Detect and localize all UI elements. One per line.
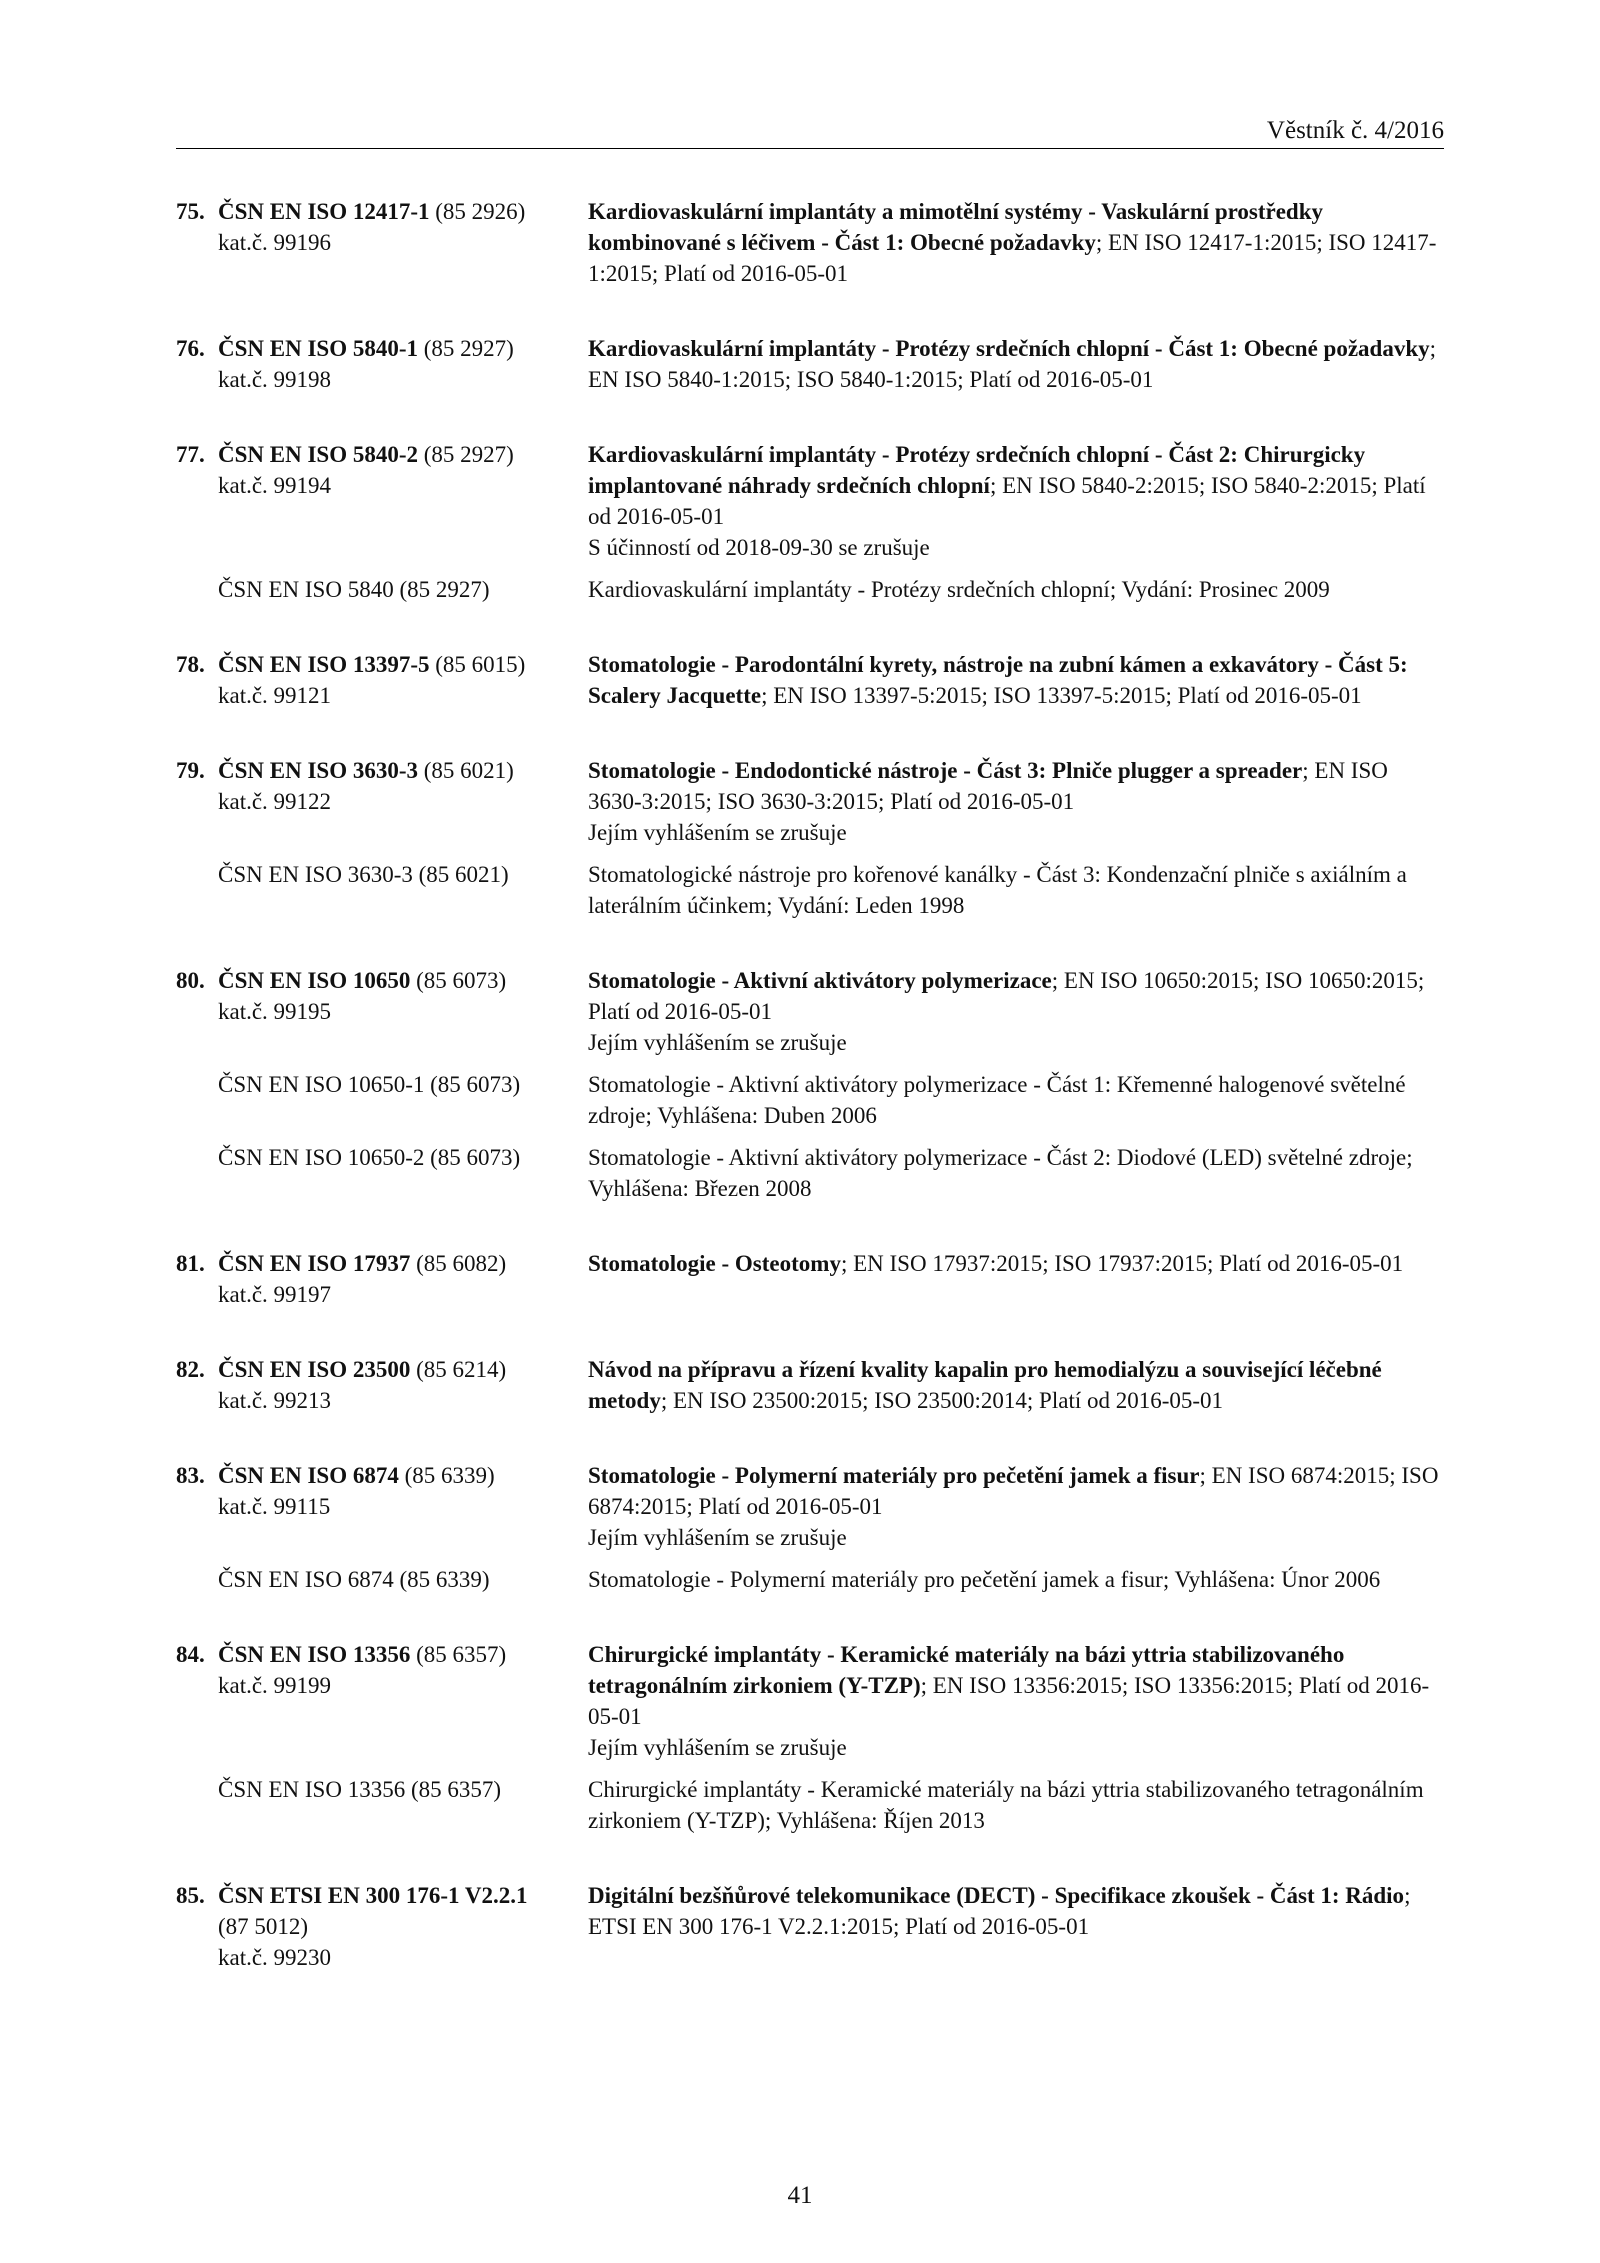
standard-title: Stomatologie - Parodontální kyrety, nástroje na zubní kámen a exkavátory - Část 5: Scalery Jacquette: [588, 652, 1408, 708]
replaced-standard: [176, 1774, 1446, 1836]
standard-details: ; EN ISO 12417-1:2015; ISO 12417-1:2015; Platí od 2016-05-01: [588, 230, 1437, 286]
entry-main-row: [176, 965, 1446, 1058]
entry-identifier: [176, 1460, 588, 1553]
entry-description: [588, 1880, 1446, 1973]
catalog-number: kat.č. 99230: [218, 1945, 332, 1970]
entry-identifier: [176, 333, 588, 395]
standard-title: Stomatologie - Aktivní aktivátory polymerizace: [588, 968, 1052, 993]
entry-identifier: [176, 1248, 588, 1310]
replaced-code-cell: [176, 859, 588, 921]
standard-code: ČSN EN ISO 10650: [218, 968, 411, 993]
replaced-code: ČSN EN ISO 3630-3 (85 6021): [218, 862, 509, 887]
standard-details: ; EN ISO 13356:2015; ISO 13356:2015; Platí od 2016-05-01: [588, 1673, 1430, 1729]
standard-code: ČSN EN ISO 23500: [218, 1357, 411, 1382]
replaced-code-cell: [176, 1069, 588, 1131]
replaced-description: Stomatologické nástroje pro kořenové kanálky - Část 3: Kondenzační plniče s axiálním a laterálním účinkem; Vydání: Leden 1998: [588, 862, 1407, 918]
entry-main-row: [176, 649, 1446, 711]
standard-code: ČSN EN ISO 13356: [218, 1642, 411, 1667]
entry-description: [588, 755, 1446, 848]
standard-code: ČSN EN ISO 5840-2: [218, 442, 419, 467]
standard-entry: [176, 755, 1446, 921]
entry-number: 84.: [176, 1642, 205, 1667]
standard-entry: [176, 196, 1446, 289]
standard-entry: [176, 1880, 1446, 1973]
replaced-standard: [176, 859, 1446, 921]
identifier-line: [176, 439, 588, 470]
standard-code: ČSN EN ISO 3630-3: [218, 758, 419, 783]
entry-main-row: [176, 1639, 1446, 1763]
identifier-line: [176, 965, 588, 996]
standard-entry: [176, 1639, 1446, 1836]
entry-identifier: [176, 1880, 588, 1973]
identifier-line: [176, 196, 588, 227]
catalog-number: kat.č. 99121: [218, 683, 332, 708]
entry-description: [588, 196, 1446, 289]
standard-entry: [176, 333, 1446, 395]
class-code: (85 6021): [423, 758, 514, 783]
replaced-standard: [176, 1142, 1446, 1204]
entry-identifier: [176, 1354, 588, 1416]
standard-title: Digitální bezšňůrové telekomunikace (DECT) - Specifikace zkoušek - Část 1: Rádio: [588, 1883, 1405, 1908]
identifier-line: [176, 1639, 588, 1670]
identifier-line: [176, 1880, 588, 1911]
standard-title: Stomatologie - Osteotomy: [588, 1251, 841, 1276]
withdrawal-note: Jejím vyhlášením se zrušuje: [588, 820, 847, 845]
entry-identifier: [176, 755, 588, 848]
class-code: (87 5012): [218, 1914, 309, 1939]
entry-identifier: [176, 196, 588, 289]
standard-entry: [176, 965, 1446, 1204]
replaced-code-cell: [176, 1142, 588, 1204]
class-code: (85 2927): [423, 336, 514, 361]
replaced-code: ČSN EN ISO 13356 (85 6357): [218, 1777, 502, 1802]
withdrawal-note: S účinností od 2018-09-30 se zrušuje: [588, 535, 930, 560]
entry-description: [588, 1248, 1446, 1310]
standard-title: Stomatologie - Polymerní materiály pro pečetění jamek a fisur: [588, 1463, 1200, 1488]
replaced-code: ČSN EN ISO 10650-1 (85 6073): [218, 1072, 521, 1097]
entry-main-row: [176, 439, 1446, 563]
standard-code: ČSN EN ISO 17937: [218, 1251, 411, 1276]
class-code: (85 6015): [435, 652, 526, 677]
standard-details: ; EN ISO 5840-2:2015; ISO 5840-2:2015; Platí od 2016-05-01: [588, 473, 1426, 529]
class-code: (85 2927): [423, 442, 514, 467]
standard-code: ČSN EN ISO 13397-5: [218, 652, 430, 677]
standard-entry: [176, 1354, 1446, 1416]
replaced-standard: [176, 1564, 1446, 1595]
entry-main-row: [176, 1460, 1446, 1553]
standard-details: ; EN ISO 17937:2015; ISO 17937:2015; Platí od 2016-05-01: [840, 1251, 1404, 1276]
entry-number: 78.: [176, 652, 205, 677]
standard-title: Kardiovaskulární implantáty a mimotělní systémy - Vaskulární prostředky kombinované s léčivem - Část 1: Obecné požadavky: [588, 199, 1324, 255]
replaced-standard: [176, 574, 1446, 605]
standard-code: ČSN ETSI EN 300 176-1 V2.2.1: [218, 1883, 528, 1908]
catalog-number: kat.č. 99198: [218, 367, 332, 392]
standard-details: ; EN ISO 10650:2015; ISO 10650:2015; Platí od 2016-05-01: [588, 968, 1425, 1024]
class-code: (85 6357): [416, 1642, 507, 1667]
identifier-line: [176, 1248, 588, 1279]
identifier-line: [176, 755, 588, 786]
page-header: [176, 112, 1444, 149]
standard-entry: [176, 649, 1446, 711]
identifier-line: [176, 1460, 588, 1491]
entry-number: 83.: [176, 1463, 205, 1488]
entry-main-row: [176, 1880, 1446, 1973]
standard-title: Návod na přípravu a řízení kvality kapalin pro hemodialýzu a související léčebné metody: [588, 1357, 1382, 1413]
entry-number: 76.: [176, 336, 205, 361]
standard-title: Kardiovaskulární implantáty - Protézy srdečních chlopní - Část 2: Chirurgicky implantované náhrady srdečních chlopní: [588, 442, 1366, 498]
catalog-number: kat.č. 99196: [218, 230, 332, 255]
catalog-number: kat.č. 99122: [218, 789, 332, 814]
class-code: (85 2926): [435, 199, 526, 224]
standard-details: ; EN ISO 23500:2015; ISO 23500:2014; Platí od 2016-05-01: [660, 1388, 1224, 1413]
standard-title: Kardiovaskulární implantáty - Protézy srdečních chlopní - Část 1: Obecné požadavky: [588, 336, 1430, 361]
replaced-code-cell: [176, 1774, 588, 1836]
identifier-line: [176, 649, 588, 680]
entry-description: [588, 649, 1446, 711]
entry-description: [588, 439, 1446, 563]
entry-description: [588, 333, 1446, 395]
class-code: (85 6214): [416, 1357, 507, 1382]
standard-entry: [176, 1248, 1446, 1310]
entry-number: 77.: [176, 442, 205, 467]
identifier-line: [176, 333, 588, 364]
standard-code: ČSN EN ISO 12417-1: [218, 199, 430, 224]
standard-title: Chirurgické implantáty - Keramické materiály na bázi yttria stabilizovaného tetragonálním zirkoniem (Y-TZP): [588, 1642, 1345, 1698]
entry-main-row: [176, 1248, 1446, 1310]
replaced-code: ČSN EN ISO 6874 (85 6339): [218, 1567, 490, 1592]
class-code: (85 6339): [404, 1463, 495, 1488]
catalog-number: kat.č. 99115: [218, 1494, 331, 1519]
entry-number: 85.: [176, 1883, 205, 1908]
entry-main-row: [176, 333, 1446, 395]
standard-title: Stomatologie - Endodontické nástroje - Část 3: Plniče plugger a spreader: [588, 758, 1303, 783]
withdrawal-note: Jejím vyhlášením se zrušuje: [588, 1030, 847, 1055]
catalog-number: kat.č. 99197: [218, 1282, 332, 1307]
catalog-number: kat.č. 99195: [218, 999, 332, 1024]
entry-main-row: [176, 755, 1446, 848]
entry-number: 80.: [176, 968, 205, 993]
entry-description: [588, 965, 1446, 1058]
page-number: 41: [787, 2182, 813, 2209]
entry-identifier: [176, 1639, 588, 1763]
standard-entry: [176, 439, 1446, 605]
entry-number: 82.: [176, 1357, 205, 1382]
replaced-code-cell: [176, 1564, 588, 1595]
standard-details: ; EN ISO 3630-3:2015; ISO 3630-3:2015; Platí od 2016-05-01: [588, 758, 1388, 814]
catalog-number: kat.č. 99194: [218, 473, 332, 498]
entry-description: [588, 1354, 1446, 1416]
entry-description: [588, 1460, 1446, 1553]
replaced-code: ČSN EN ISO 5840 (85 2927): [218, 577, 490, 602]
standard-details: ; EN ISO 5840-1:2015; ISO 5840-1:2015; Platí od 2016-05-01: [588, 336, 1437, 392]
replaced-description: Stomatologie - Aktivní aktivátory polymerizace - Část 1: Křemenné halogenové světelné zdroje; Vyhlášena: Duben 2006: [588, 1072, 1406, 1128]
class-line: [176, 1911, 588, 1942]
standard-details: ; EN ISO 6874:2015; ISO 6874:2015; Platí od 2016-05-01: [588, 1463, 1439, 1519]
entry-description: [588, 1639, 1446, 1763]
entry-number: 79.: [176, 758, 205, 783]
class-code: (85 6073): [416, 968, 507, 993]
replaced-standard: [176, 1069, 1446, 1131]
replaced-code: ČSN EN ISO 10650-2 (85 6073): [218, 1145, 521, 1170]
withdrawal-note: Jejím vyhlášením se zrušuje: [588, 1735, 847, 1760]
entry-main-row: [176, 1354, 1446, 1416]
entry-number: 81.: [176, 1251, 205, 1276]
standard-code: ČSN EN ISO 6874: [218, 1463, 399, 1488]
standard-entry: [176, 1460, 1446, 1595]
withdrawal-note: Jejím vyhlášením se zrušuje: [588, 1525, 847, 1550]
entry-identifier: [176, 965, 588, 1058]
standards-list: [176, 196, 1446, 2017]
identifier-line: [176, 1354, 588, 1385]
replaced-description: Chirurgické implantáty - Keramické materiály na bázi yttria stabilizovaného tetragonálním zirkoniem (Y-TZP); Vyhlášena: Říjen 2013: [588, 1777, 1424, 1833]
catalog-number: kat.č. 99199: [218, 1673, 332, 1698]
replaced-description: Stomatologie - Polymerní materiály pro pečetění jamek a fisur; Vyhlášena: Únor 2006: [588, 1567, 1381, 1592]
standard-details: ; EN ISO 13397-5:2015; ISO 13397-5:2015; Platí od 2016-05-01: [761, 683, 1362, 708]
replaced-code-cell: [176, 574, 588, 605]
class-code: (85 6082): [416, 1251, 507, 1276]
entry-main-row: [176, 196, 1446, 289]
entry-identifier: [176, 439, 588, 563]
entry-identifier: [176, 649, 588, 711]
entry-number: 75.: [176, 199, 205, 224]
catalog-number: kat.č. 99213: [218, 1388, 332, 1413]
standard-code: ČSN EN ISO 5840-1: [218, 336, 419, 361]
standard-details: ; ETSI EN 300 176-1 V2.2.1:2015; Platí od 2016-05-01: [588, 1883, 1411, 1939]
replaced-description: Stomatologie - Aktivní aktivátory polymerizace - Část 2: Diodové (LED) světelné zdroje; Vyhlášena: Březen 2008: [588, 1145, 1413, 1201]
replaced-description: Kardiovaskulární implantáty - Protézy srdečních chlopní; Vydání: Prosinec 2009: [588, 577, 1330, 602]
bulletin-title: Věstník č. 4/2016: [1266, 117, 1444, 144]
